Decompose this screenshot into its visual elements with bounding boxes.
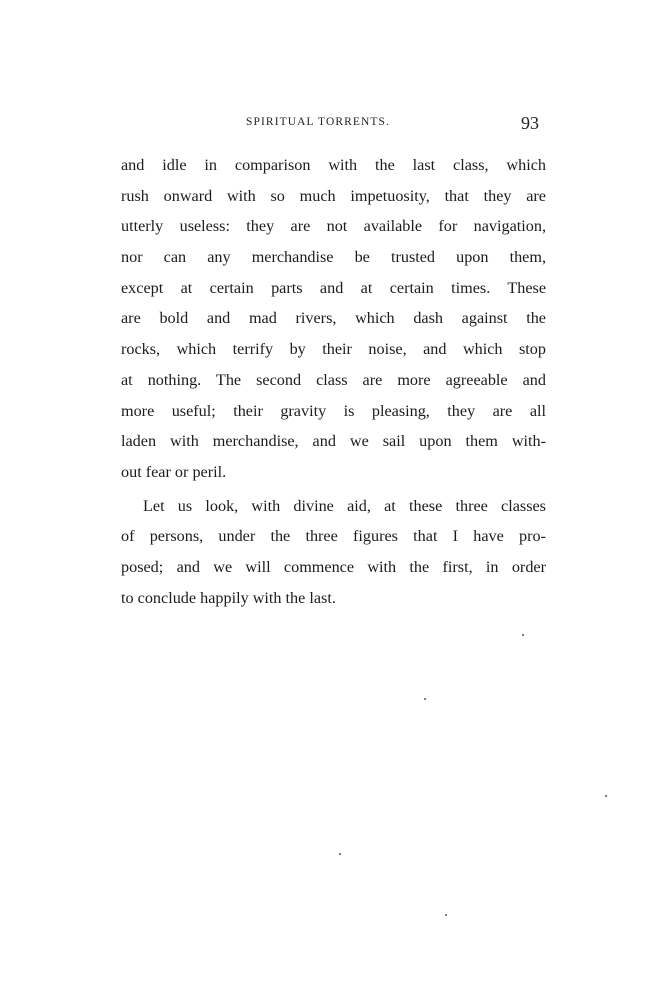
text-line: out fear or peril. (121, 462, 227, 481)
text-line: utterly useless: they are not available for navigation, (121, 217, 546, 236)
text-line: rocks, which terrify by their noise, and which stop (121, 340, 546, 359)
text-line: posed; and we will commence with the first, in order (121, 557, 546, 576)
page-number: 93 (521, 113, 539, 133)
text-line: more useful; their gravity is pleasing, they are all (121, 401, 546, 420)
text-line: nor can any merchandise be trusted upon them, (121, 248, 546, 267)
text-line: laden with merchandise, and we sail upon them with- (121, 432, 546, 451)
text-line: except at certain parts and at certain times. These (121, 278, 546, 297)
running-head-title: SPIRITUAL TORRENTS. (246, 116, 391, 128)
text-line: are bold and mad rivers, which dash against the (121, 309, 546, 328)
text-line: of persons, under the three figures that I have pro- (121, 527, 546, 546)
scan-speck (445, 914, 447, 916)
body-text (121, 150, 546, 613)
scan-speck (605, 795, 607, 797)
text-line: to conclude happily with the last. (121, 588, 336, 607)
text-line: and idle in comparison with the last class, which (121, 156, 546, 174)
scan-speck (339, 853, 341, 855)
text-line: at nothing. The second class are more agreeable and (121, 370, 546, 389)
scan-speck (522, 634, 524, 636)
text-line: Let us look, with divine aid, at these three classes (143, 496, 546, 515)
scan-speck (424, 698, 426, 700)
text-line: rush onward with so much impetuosity, that they are (121, 186, 546, 205)
